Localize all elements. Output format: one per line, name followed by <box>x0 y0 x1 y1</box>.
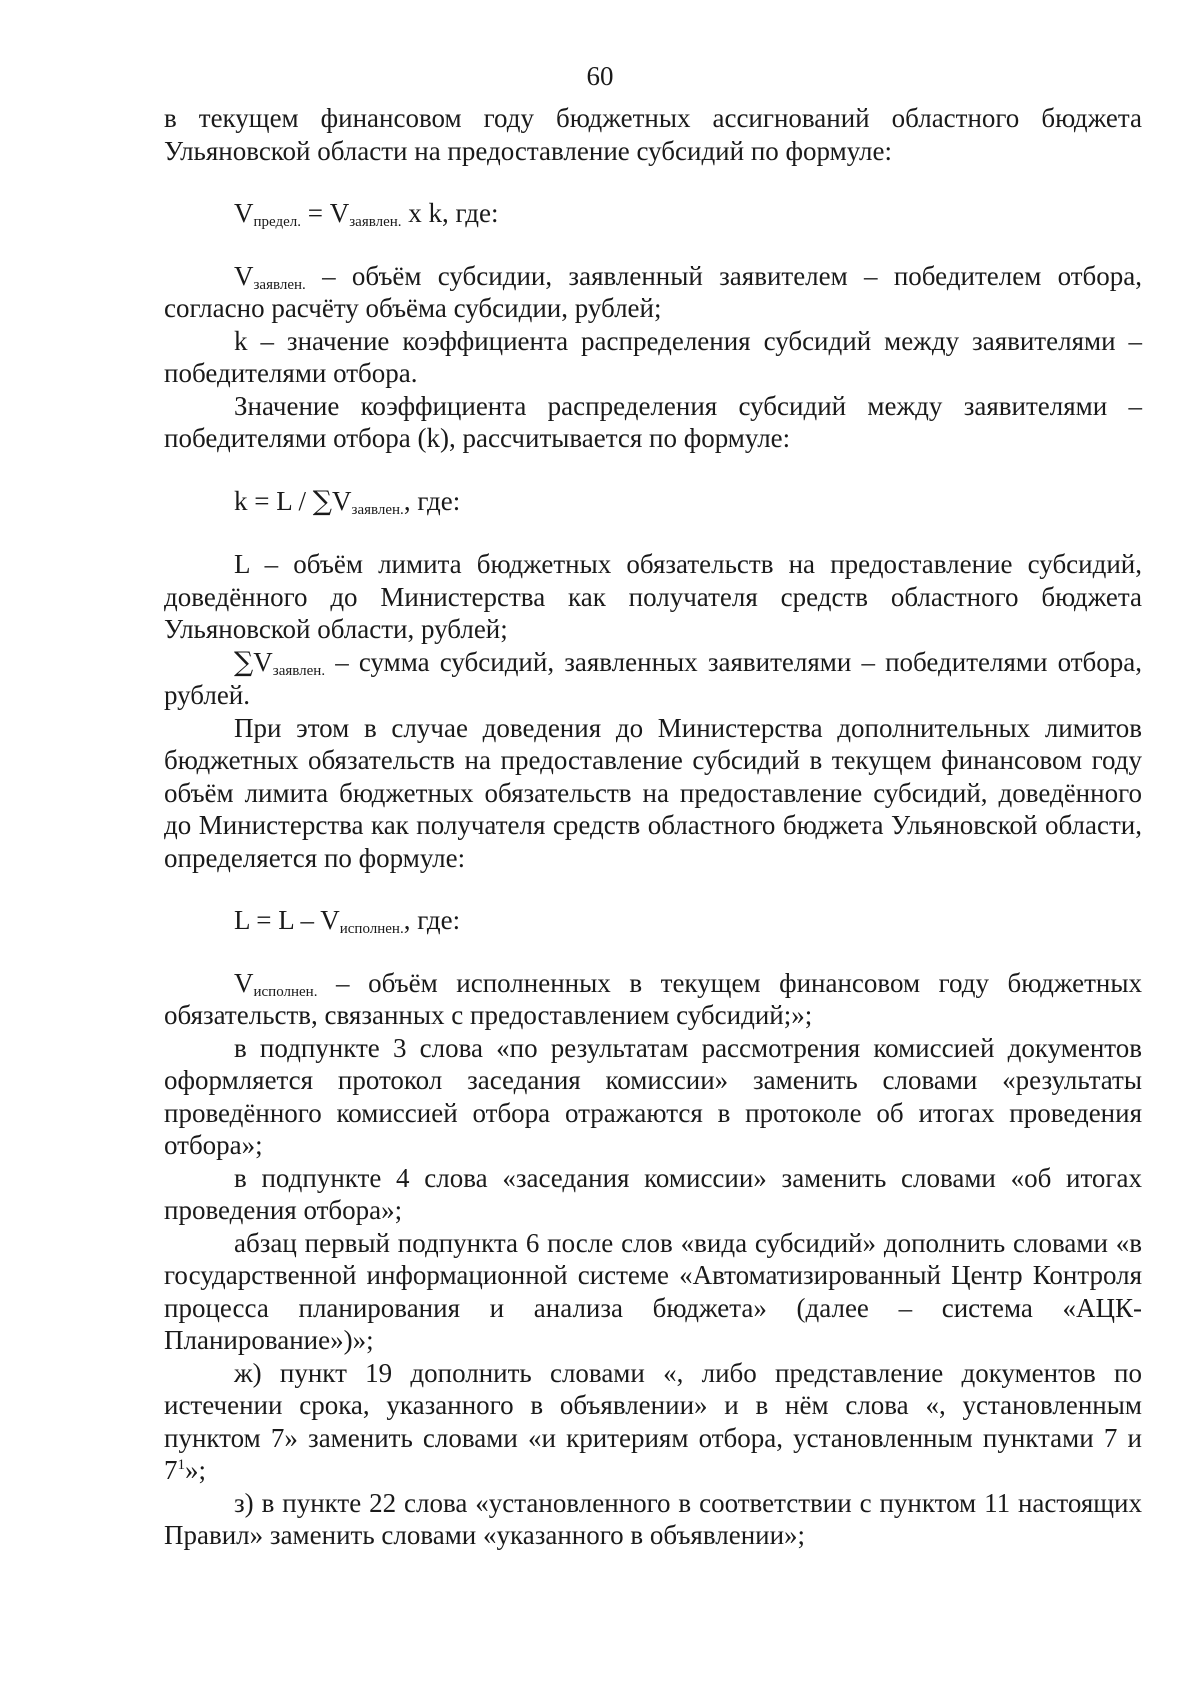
formula-v-predel: $V_{предел.} = V_{заявлен.}$ х k, где: <box>234 198 499 230</box>
paragraph-intro: в текущем финансовом году бюджетных ассигнований областного бюджета Ульяновской области на предоставление субсидий по формуле: <box>164 103 1142 166</box>
paragraph-v-zayavlen: $V_{заявлен.}$ – объём субсидии, заявленный заявителем – победителем отбора, согласно расчёту объёма субсидии, рублей; <box>164 260 1142 323</box>
paragraph-k-definition: k – значение коэффициента распределения субсидий между заявителями – победителями отбора. <box>164 325 1142 388</box>
spacer <box>164 230 1142 260</box>
paragraph-item-zh: ж) пункт 19 дополнить словами «, либо представление документов по истечении срока, указанного в объявлении» и в нём слова «, установленным пунктом 7» заменить словами «и критериям отбора, установленным пунктами 7 и $7^1$»; <box>164 1357 1142 1485</box>
spacer <box>164 518 1142 548</box>
paragraph-additional-limits: При этом в случае доведения до Министерства дополнительных лимитов бюджетных обязательств на предоставление субсидий в текущем финансовом году объём лимита бюджетных обязательств на предоставление субсидий, доведённого до Министерства как получателя средств областного бюджета Ульяновской области, определяется по формуле: <box>164 712 1142 873</box>
spacer <box>164 455 1142 485</box>
paragraph-subpoint-4: в подпункте 4 слова «заседания комиссии» заменить словами «об итогах проведения отбора»; <box>164 1162 1142 1225</box>
paragraph-subpoint-6: абзац первый подпункта 6 после слов «вида субсидий» дополнить словами «в государственной информационной системе «Автоматизированный Центр Контроля процесса планирования и анализа бюджета» (далее – система «АЦК-Планирование»)»; <box>164 1227 1142 1355</box>
spacer <box>164 937 1142 967</box>
page-number: 60 <box>586 61 614 91</box>
formula-l: $L = L - V_{исполнен.}$, где: <box>234 905 461 937</box>
paragraph-item-z: з) в пункте 22 слова «установленного в соответствии с пунктом 11 настоящих Правил» заменить словами «указанного в объявлении»; <box>164 1487 1142 1550</box>
paragraph-subpoint-3: в подпункте 3 слова «по результатам рассмотрения комиссией документов оформляется протокол заседания комиссии» заменить словами «результаты проведённого комиссией отбора отражаются в протоколе об итогах проведения отбора»; <box>164 1032 1142 1160</box>
paragraph-v-ispolnen: $V_{исполнен.}$ – объём исполненных в текущем финансовом году бюджетных обязательств, связанных с предоставлением субсидий;»; <box>164 967 1142 1030</box>
paragraph-k-formula-intro: Значение коэффициента распределения субсидий между заявителями – победителями отбора (k), рассчитывается по формуле: <box>164 390 1142 453</box>
spacer <box>164 874 1142 904</box>
formula-k: $k = L / \sum V_{заявлен.}$, где: <box>234 485 461 518</box>
paragraph-sum-v: $\sum V_{заявлен.}$ – сумма субсидий, заявленных заявителями – победителями отбора, рублей. <box>164 646 1142 710</box>
document-body <box>164 102 1142 1552</box>
paragraph-l-definition: L – объём лимита бюджетных обязательств на предоставление субсидий, доведённого до Министерства как получателя средств областного бюджета Ульяновской области, рублей; <box>164 549 1142 644</box>
spacer <box>164 167 1142 197</box>
